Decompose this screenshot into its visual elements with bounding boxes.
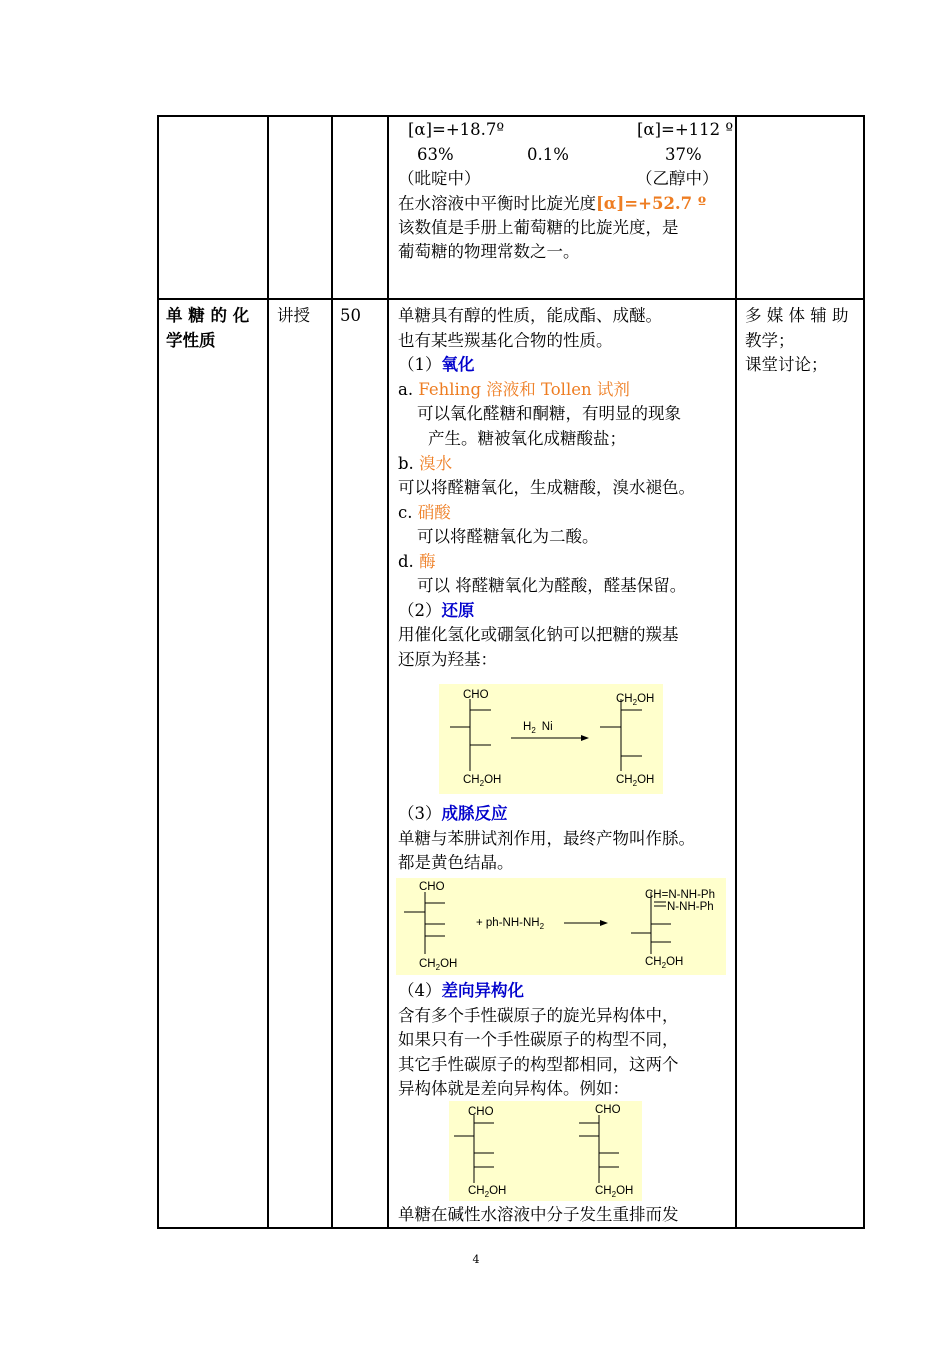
subscript: 2: [479, 779, 485, 788]
rotation-pyridine: [α]=+18.7º: [408, 120, 505, 139]
subsection-title: 酶: [419, 552, 436, 571]
svg-text:CH2OH: [468, 1185, 506, 1199]
content-line: 其它手性碳原子的构型都相同，这两个: [398, 1055, 679, 1074]
content-line: 还原为羟基：: [398, 650, 497, 669]
column-divider: [735, 117, 737, 1227]
svg-text:CH2OH: [616, 693, 654, 707]
section-title: 还原: [441, 601, 475, 620]
svg-text:CH2OH: [645, 956, 683, 970]
subscript: 2: [435, 963, 441, 972]
percent-open: 0.1%: [527, 145, 569, 164]
subscript: 2: [632, 698, 638, 707]
subsection-heading: [398, 501, 451, 525]
equilibrium-text: 在水溶液中平衡时比旋光度: [398, 194, 596, 213]
svg-text:CH2OH: [595, 1185, 633, 1199]
structure-label: CHO: [468, 1106, 494, 1118]
structure-label: CH: [463, 774, 480, 786]
structure-label: CHO: [595, 1104, 621, 1116]
subsection-label: b.: [398, 454, 414, 473]
teaching-aid: 教学；: [745, 331, 795, 350]
content-line: 如果只有一个手性碳原子的构型不同，: [398, 1030, 679, 1049]
equilibrium-line: [398, 192, 706, 216]
content-line: 单糖在碱性水溶液中分子发生重排而发: [398, 1205, 679, 1224]
reagent-label: Ni: [541, 721, 553, 733]
subsection-title: 溴水: [419, 454, 453, 473]
solvent-ethanol: （乙醇中）: [636, 169, 719, 188]
content-line: 也有某些羰基化合物的性质。: [398, 331, 613, 350]
structure-label: CH: [616, 693, 633, 705]
column-divider: [331, 117, 333, 1227]
structure-label: N-NH-Ph: [667, 901, 714, 913]
svg-text:CH2OH: [463, 774, 501, 788]
content-line: 单糖具有醇的性质，能成酯、成醚。: [398, 306, 662, 325]
section-title: 差向异构化: [441, 981, 524, 1000]
subsection-label: c.: [398, 503, 413, 522]
percent-alpha: 63%: [417, 145, 454, 164]
content-line: 都是黄色结晶。: [398, 853, 514, 872]
section-number: （1）: [398, 355, 442, 374]
subsection-heading: [398, 550, 436, 574]
content-line: 用催化氢化或硼氢化钠可以把糖的羰基: [398, 625, 679, 644]
structure-label: CHO: [463, 689, 489, 701]
subscript: 2: [484, 1190, 490, 1199]
percent-beta: 37%: [665, 145, 702, 164]
subscript: 2: [531, 726, 536, 735]
structure-label: CH=N-NH-Ph: [645, 889, 715, 901]
structure-label: CH: [419, 958, 436, 970]
column-divider: [267, 117, 269, 1227]
section-number: （3）: [398, 804, 442, 823]
subsection-label: d.: [398, 552, 414, 571]
reagent-label: + ph-NH-NH: [476, 917, 540, 929]
structure-label: OH: [666, 956, 684, 968]
content-line: 可以氧化醛糖和酮糖，有明显的现象: [417, 404, 681, 423]
structure-label: OH: [440, 958, 458, 970]
teaching-method: 讲授: [277, 306, 310, 325]
svg-text:CH2OH: [419, 958, 457, 972]
subscript: 2: [539, 922, 545, 931]
svg-text:+ ph-NH-NH2: [476, 917, 545, 931]
section-number: （2）: [398, 601, 442, 620]
osazone-figure: [396, 878, 726, 975]
subsection-heading: [398, 452, 452, 476]
svg-text:H2Ni: [523, 721, 553, 735]
section-heading: [398, 599, 475, 623]
structure-label: CH: [616, 774, 633, 786]
content-line: 含有多个手性碳原子的旋光异构体中，: [398, 1006, 679, 1025]
teaching-aid: 课堂讨论；: [745, 355, 828, 374]
equilibrium-value: [α]=+52.7 º: [596, 194, 707, 213]
content-line: 可以将醛糖氧化，生成糖酸，溴水褪色。: [398, 478, 695, 497]
content-line: 可以 将醛糖氧化为醛酸，醛基保留。: [417, 576, 687, 595]
epimer-figure: [449, 1101, 642, 1201]
subsection-title: 硝酸: [417, 503, 451, 522]
structure-label: OH: [637, 774, 655, 786]
rotation-ethanol: [α]=+112 º: [637, 120, 734, 139]
note-line: 该数值是手册上葡萄糖的比旋光度，是: [398, 218, 679, 237]
section-title: 成脎反应: [441, 804, 508, 823]
section-title: 氧化: [441, 355, 475, 374]
content-line: 可以将醛糖氧化为二酸。: [417, 527, 599, 546]
solvent-pyridine: （吡啶中）: [398, 169, 481, 188]
subscript: 2: [661, 961, 667, 970]
section-heading: [398, 802, 508, 826]
structure-label: CHO: [419, 881, 445, 893]
topic-label: 学性质: [166, 331, 216, 350]
structure-label: OH: [616, 1185, 634, 1197]
column-divider: [387, 117, 389, 1227]
structure-label: CH: [595, 1185, 612, 1197]
subscript: 2: [611, 1190, 617, 1199]
subsection-label: a.: [398, 380, 414, 399]
content-line: 异构体就是差向异构体。例如：: [398, 1079, 629, 1098]
subsection-title: Fehling 溶液和 Tollen 试剂: [418, 380, 630, 399]
duration-minutes: 50: [340, 306, 361, 325]
subscript: 2: [632, 779, 638, 788]
structure-label: OH: [637, 693, 655, 705]
page-number: 4: [472, 1253, 480, 1266]
row-divider: [159, 298, 863, 300]
structure-label: CH: [645, 956, 662, 968]
content-line: 单糖与苯肼试剂作用，最终产物叫作脎。: [398, 829, 695, 848]
svg-text:CH2OH: [616, 774, 654, 788]
section-heading: [398, 979, 524, 1003]
note-line: 葡萄糖的物理常数之一。: [398, 242, 580, 261]
structure-label: CH: [468, 1185, 485, 1197]
topic-label: 单 糖 的 化: [166, 306, 250, 325]
subsection-heading: [398, 378, 630, 402]
teaching-aid: 多 媒 体 辅 助: [745, 306, 849, 325]
structure-label: OH: [484, 774, 502, 786]
content-line: 产生。糖被氧化成糖酸盐；: [428, 429, 626, 448]
structure-label: OH: [489, 1185, 507, 1197]
section-heading: [398, 353, 475, 377]
section-number: （4）: [398, 981, 442, 1000]
reduction-figure: [439, 684, 663, 794]
reagent-label: H: [523, 721, 532, 733]
